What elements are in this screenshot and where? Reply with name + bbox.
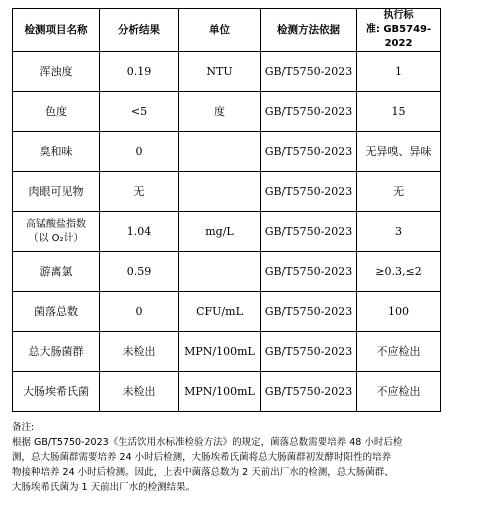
cell-item: 总大肠菌群 [13,332,100,372]
cell-method: GB/T5750-2023 [261,132,357,172]
cell-method: GB/T5750-2023 [261,172,357,212]
water-quality-table [12,8,441,412]
cell-standard: 1 [357,52,441,92]
cell-unit: MPN/100mL [179,372,261,412]
cell-item: 大肠埃希氏菌 [13,372,100,412]
cell-standard: ≥0.3,≤2 [357,252,441,292]
cell-standard: 100 [357,292,441,332]
table-row [13,172,441,212]
cell-unit [179,172,261,212]
header-standard-line1: 执行标 [383,10,414,21]
header-result: 分析结果 [100,9,179,52]
cell-unit: NTU [179,52,261,92]
cell-standard: 3 [357,212,441,252]
cell-item: 色度 [13,92,100,132]
cell-method: GB/T5750-2023 [261,252,357,292]
table-row [13,212,441,252]
cell-result: 未检出 [100,332,179,372]
cell-result: 0 [100,292,179,332]
table-header-row [13,9,441,52]
report-table-container [12,8,440,412]
header-standard [357,9,441,52]
notes-line: 大肠埃希氏菌为 1 天前出厂水的检测结果。 [12,482,196,493]
table-row [13,372,441,412]
cell-result: 1.04 [100,212,179,252]
cell-method: GB/T5750-2023 [261,332,357,372]
cell-unit [179,132,261,172]
notes-title: 备注: [12,422,35,433]
cell-method: GB/T5750-2023 [261,92,357,132]
cell-unit: CFU/mL [179,292,261,332]
cell-unit [179,252,261,292]
cell-method: GB/T5750-2023 [261,212,357,252]
cell-item-line2: （以 O₂计） [28,232,84,244]
cell-unit: MPN/100mL [179,332,261,372]
cell-result: <5 [100,92,179,132]
cell-item: 浑浊度 [13,52,100,92]
table-row [13,132,441,172]
cell-result: 0 [100,132,179,172]
notes-section [12,420,480,495]
cell-item: 肉眼可见物 [13,172,100,212]
cell-result: 0.19 [100,52,179,92]
cell-result: 无 [100,172,179,212]
notes-line: 根据 GB/T5750-2023《生活饮用水标准检验方法》的规定，菌落总数需要培养 48 小时后检 [12,437,403,448]
cell-standard: 不应检出 [357,372,441,412]
cell-result: 0.59 [100,252,179,292]
header-standard-line2: 准: GB5749-2022 [365,24,432,49]
cell-standard: 不应检出 [357,332,441,372]
table-row [13,332,441,372]
cell-method: GB/T5750-2023 [261,52,357,92]
cell-unit: 度 [179,92,261,132]
table-row [13,292,441,332]
cell-unit: mg/L [179,212,261,252]
cell-standard: 无异嗅、异味 [357,132,441,172]
notes-line: 物接种培养 24 小时后检测。因此，上表中菌落总数为 2 天前出厂水的检测，总大肠菌群、 [12,467,394,478]
table-row [13,252,441,292]
cell-item: 菌落总数 [13,292,100,332]
header-item: 检测项目名称 [13,9,100,52]
table-row [13,92,441,132]
cell-item [13,212,100,252]
cell-standard: 无 [357,172,441,212]
cell-item: 臭和味 [13,132,100,172]
header-method: 检测方法依据 [261,9,357,52]
cell-item-line1: 高锰酸盐指数 [26,218,86,230]
cell-item: 游离氯 [13,252,100,292]
table-row [13,52,441,92]
cell-standard: 15 [357,92,441,132]
header-unit: 单位 [179,9,261,52]
notes-line: 测，总大肠菌群需要培养 24 小时后检测，大肠埃希氏菌将总大肠菌群初发酵时阳性的培养 [12,452,392,463]
cell-method: GB/T5750-2023 [261,372,357,412]
cell-result: 未检出 [100,372,179,412]
cell-method: GB/T5750-2023 [261,292,357,332]
